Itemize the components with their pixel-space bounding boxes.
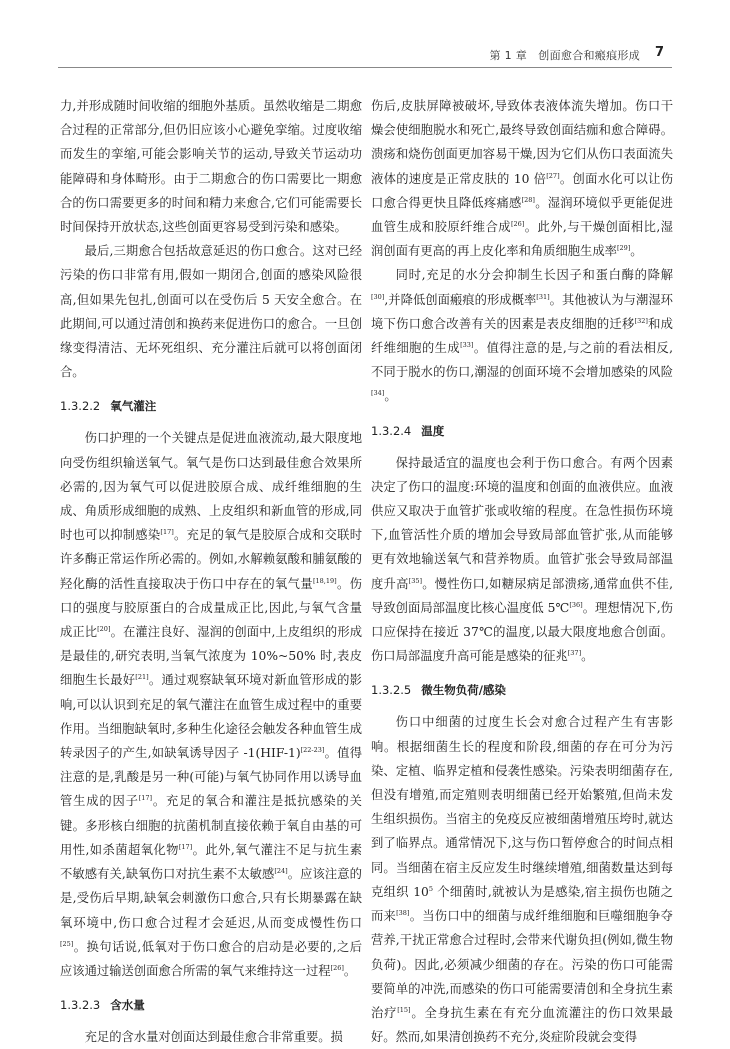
citation: [37] (567, 649, 582, 658)
section-heading-oxygen (60, 396, 362, 416)
paragraph: 充足的含水量对创面达到最佳愈合非常重要。损 (84, 1030, 343, 1045)
right-column (371, 94, 673, 1049)
left-column (60, 94, 362, 1049)
header-rule (58, 67, 672, 68)
section-number: 1.3.2.5 (371, 683, 412, 698)
citation: [17] (178, 842, 193, 851)
paragraph: 同时,充足的水分会抑制生长因子和蛋白酶的降解[30],并降低创面瘢痕的形成概率[31]。其他被认为与潮湿环境下伤口愈合改善有关的因素是表皮细胞的迁移[32]和成纤维细胞的生成[33]。值得注意的是,与之前的看法相反,不同于脱水的伤口,潮湿的创面环境不会增加感染的风险[34]。 (371, 268, 673, 404)
section-number: 1.3.2.4 (371, 423, 412, 438)
section-title: 温度 (421, 423, 445, 438)
citation: [29] (616, 244, 631, 253)
citation: [22-23] (300, 745, 325, 754)
section-heading-infection (371, 680, 673, 700)
citation: [17] (138, 794, 153, 803)
paragraph: 保持最适宜的温度也会利于伤口愈合。有两个因素决定了伤口的温度:环境的温度和创面的血液供应。血液供应又取决于血管扩张或收缩的程度。在急性损伤环境下,血管活性介质的增加会导致局部血管扩张,从而能够更有效地输送氧气和营养物质。血管扩张会导致局部温度升高[35]。慢性伤口,如糖尿病足部溃疡,通常血供不佳,导致创面局部温度比核心温度低 5℃[36]。理想情况下,伤口应保持在接近 37℃的温度,以最大限度地愈合创面。伤口局部温度升高可能是感染的征兆[37]。 (371, 455, 673, 664)
section-title: 含水量 (110, 998, 145, 1013)
citation: [20] (97, 624, 111, 633)
section-heading-temperature (371, 421, 673, 441)
exponent: 5 (428, 884, 433, 893)
page-header (0, 0, 730, 70)
citation: [38] (396, 909, 410, 917)
citation: [32] (634, 316, 648, 325)
citation: [15] (397, 1005, 411, 1014)
citation: [34] (371, 389, 385, 398)
section-title: 微生物负荷/感染 (421, 683, 506, 698)
citation: [26] (330, 963, 344, 972)
paragraph: 伤口护理的一个关键点是促进血液流动,最大限度地向受伤组织输送氧气。氧气是伤口达到最佳愈合效果所必需的,因为氧气可以促进胶原合成、成纤维细胞的生成、角质形成细胞的成熟、上皮组织和新血管的形成,同时也可以抑制感染[17]。充足的氧气是胶原合成和交联时许多酶正常运作所必需的。例如,水解赖氨酸和脯氨酸的羟化酶的活性直接取决于伤口中存在的氧气量[18,19]。伤口的强度与胶原蛋白的合成量成正比,因此,与氧气含量成正比[20]。在灌注良好、湿润的创面中,上皮组织的形成是最佳的,研究表明,当氧气浓度为 10%~50% 时,表皮细胞生长最好[21]。通过观察缺氧环境对新血管形成的影响,可以认识到充足的氧气灌注在血管生成过程中的重要作用。当细胞缺氧时,多种生化途径会触发各种血管生成转录因子的产生,如缺氧诱导因子 -1(HIF-1)[22-23]。值得注意的是,乳酸是另一种(可能)与氧气协同作用以诱导血管生成的因子[17]。充足的氧合和灌注是抵抗感染的关键。多形核白细胞的抗菌机制直接依赖于氧自由基的可用性,如杀菌超氧化物[17]。此外,氧气灌注不足与抗生素不敏感有关,缺氧伤口对抗生素不太敏感[24]。应该注意的是,受伤后早期,缺氧会刺激伤口愈合,只有长期暴露在缺氧环境中,伤口愈合过程才会延迟,从而变成慢性伤口[25]。换句话说,低氧对于伤口愈合的启动是必要的,之后应该通过输送创面愈合所需的氧气来维持这一过程[26]。 (60, 431, 362, 978)
citation: [36] (569, 600, 583, 609)
section-heading-moisture (60, 995, 362, 1015)
citation: [35] (408, 576, 422, 585)
citation: [26] (510, 219, 525, 228)
citation: [28] (521, 195, 535, 204)
citation: [21] (135, 673, 149, 682)
citation: [24] (274, 867, 288, 875)
citation: [17] (160, 528, 174, 537)
chapter-title: 第 1 章 创面愈合和瘢痕形成 (489, 49, 640, 62)
citation: [30] (371, 292, 385, 301)
section-number: 1.3.2.3 (60, 998, 101, 1013)
citation: [18,19] (312, 576, 337, 585)
citation: [33] (460, 340, 474, 349)
page-number: 7 (654, 45, 664, 60)
section-number: 1.3.2.2 (60, 399, 101, 414)
section-title: 氧气灌注 (110, 399, 157, 414)
paragraph: 伤后,皮肤屏障被破坏,导致体表液体流失增加。伤口干燥会使细胞脱水和死亡,最终导致创面结痂和愈合障碍。溃疡和烧伤创面更加容易干燥,因为它们从伤口表面流失液体的速度是正常皮肤的 10 倍[27]。创面水化可以让伤口愈合得更快且降低疼痛感[28]。湿润环境似乎更能促进血管生成和胶原纤维合成[26]。此外,与干燥创面相比,湿润创面有更高的再上皮化率和角质细胞生成率[29]。 (371, 99, 673, 259)
citation: [25] (60, 939, 74, 948)
paragraph: 伤口中细菌的过度生长会对愈合过程产生有害影响。根据细菌生长的程度和阶段,细菌的存在可分为污染、定植、临界定植和侵袭性感染。污染表明细菌存在,但没有增殖,而定殖则表明细菌已经开始繁殖,但尚未发生组织损伤。当宿主的免疫反应被细菌增殖压垮时,就达到了临界点。通常情况下,这与伤口暂停愈合的时间点相同。当细菌在宿主反应发生时继续增殖,细菌数量达到每克组织 $10^5$ 个细菌时,就被认为是感染,宿主损伤也随之而来[38]。当伤口中的细菌与成纤维细胞和巨噬细胞争夺营养,干扰正常愈合过程时,会带来代谢负担(例如,微生物负荷)。因此,必须减少细菌的存在。污染的伤口可能需要简单的冲洗,而感染的伤口可能需要清创和全身抗生素治疗[15]。全身抗生素在有充分血流灌注的伤口效果最好。然而,如果清创换药不充分,炎症阶段就会变得 (371, 715, 673, 1045)
paragraph: 最后,三期愈合包括故意延迟的伤口愈合。这对已经污染的伤口非常有用,假如一期闭合,创面的感染风险很高,但如果先包扎,创面可以在受伤后 5 天安全愈合。在此期间,可以通过清创和换药来促进伤口的愈合。一旦创缘变得清洁、无坏死组织、充分灌注后就可以将创面闭合。 (60, 244, 362, 380)
citation: [31] (536, 292, 550, 301)
paragraph: 力,并形成随时间收缩的细胞外基质。虽然收缩是二期愈合过程的正常部分,但仍旧应该小心避免挛缩。过度收缩而发生的挛缩,可能会影响关节的运动,导致关节运动功能障碍和身体畸形。由于二期愈合的伤口需要比一期愈合的伤口需要更多的时间和精力来愈合,它们可能需要长时间保持开放状态,这些创面更容易受到污染和感染。 (60, 99, 362, 235)
citation: [27] (546, 171, 560, 180)
